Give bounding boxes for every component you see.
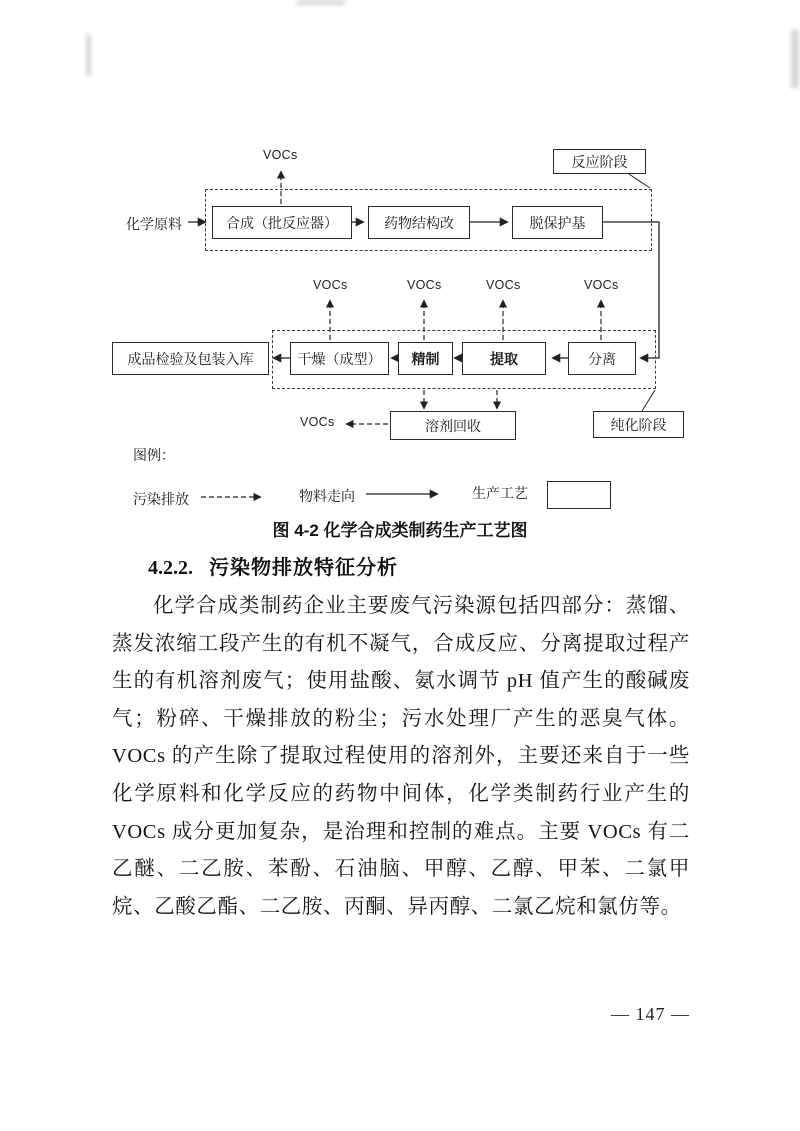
legend-process-box xyxy=(547,481,611,509)
vocs-label: VOCs xyxy=(263,148,298,162)
section-number: 4.2.2. xyxy=(148,557,193,579)
vocs-label: VOCs xyxy=(486,278,521,292)
flow-connectors xyxy=(0,0,800,560)
vocs-label: VOCs xyxy=(407,278,442,292)
node-synthesis: 合成（批反应器） xyxy=(212,206,352,239)
figure-caption: 图 4-2 化学合成类制药生产工艺图 xyxy=(272,521,528,540)
node-extraction: 提取 xyxy=(462,342,546,375)
legend-title: 图例： xyxy=(133,449,175,464)
input-label-raw-material: 化学原料 xyxy=(126,218,182,233)
node-drying: 干燥（成型） xyxy=(290,342,389,375)
vocs-label: VOCs xyxy=(313,278,348,292)
stage-label-purification: 纯化阶段 xyxy=(593,411,684,438)
legend-item-process: 生产工艺 xyxy=(472,487,528,502)
vocs-label: VOCs xyxy=(300,415,335,429)
node-refining: 精制 xyxy=(398,342,453,375)
stage-label-reaction: 反应阶段 xyxy=(553,149,646,174)
legend-item-material: 物料走向 xyxy=(299,490,355,505)
node-separation: 分离 xyxy=(568,342,636,375)
node-packaging: 成品检验及包装入库 xyxy=(112,342,269,375)
node-solvent-recovery: 溶剂回收 xyxy=(390,411,516,440)
node-structure-modification: 药物结构改 xyxy=(368,206,470,239)
legend-item-pollution: 污染排放 xyxy=(133,493,189,508)
vocs-label: VOCs xyxy=(584,278,619,292)
section-heading xyxy=(148,551,398,580)
process-flow-diagram xyxy=(0,0,800,560)
page-number: — 147 — xyxy=(611,1004,690,1024)
body-paragraph: 化学合成类制药企业主要废气污染源包括四部分：蒸馏、蒸发浓缩工段产生的有机不凝气，合成反应、分离提取过程产生的有机溶剂废气；使用盐酸、氨水调节 pH 值产生的酸碱废气；粉碎、干燥排放的粉尘；污水处理厂产生的恶臭气体。VOCs 的产生除了提取过程使用的溶剂外，主要还来自于一些化学原料和化学反应的药物中间体，化学类制药行业产生的 VOCs 成分更加复杂，是治理和控制的难点。主要 VOCs 有二乙醚、二乙胺、苯酚、石油脑、甲醇、乙醇、甲苯、二氯甲烷、乙酸乙酯、二乙胺、丙酮、异丙醇、二氯乙烷和氯仿等。 xyxy=(112,595,690,918)
node-deprotection: 脱保护基 xyxy=(512,206,603,239)
section-title: 污染物排放特征分析 xyxy=(209,557,398,579)
